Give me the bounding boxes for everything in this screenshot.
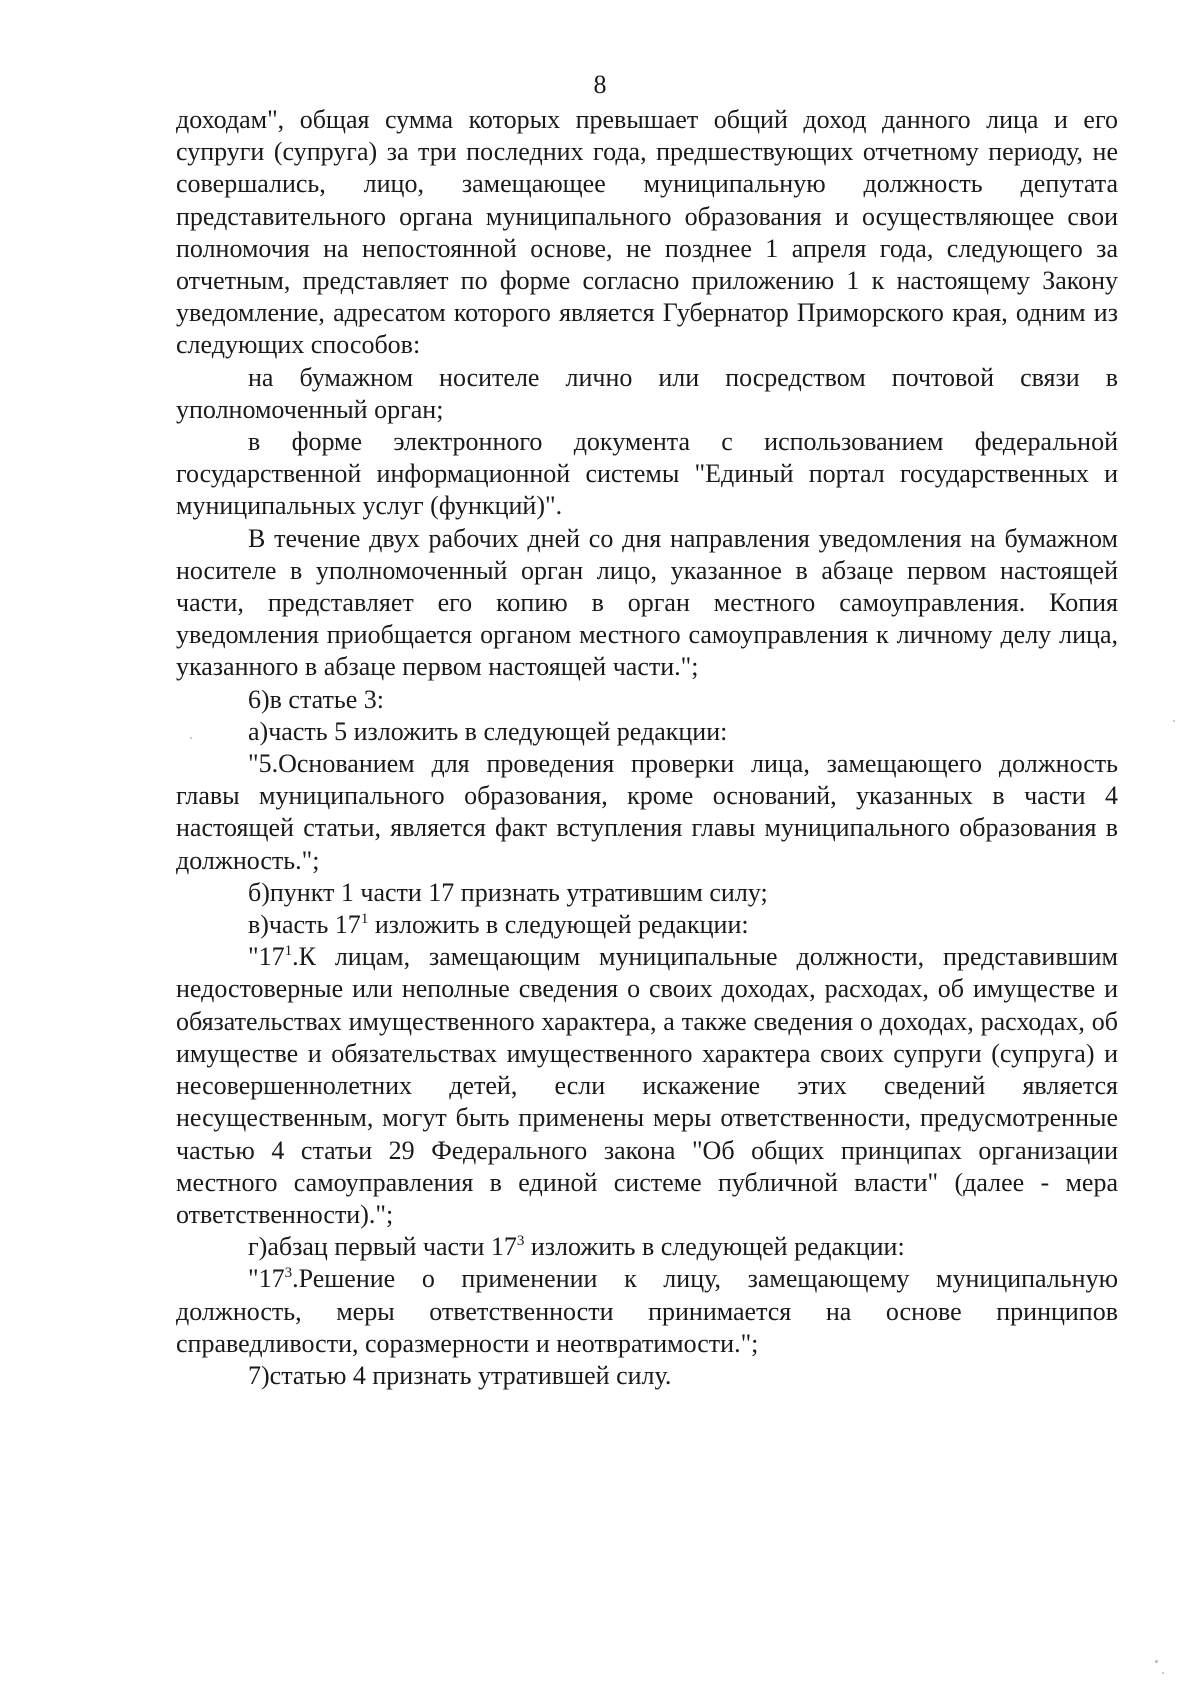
- paragraph-continuation: доходам", общая сумма которых превышает общий доход данного лица и его супруги (супруга) за три последних года, предшествующих отчетному периоду, не совершались, лицо, замещающее муниципальную должность депутата представительного органа муниципального образования и осуществляющее свои полномочия на непостоянной основе, не позднее 1 апреля года, следующего за отчетным, представляет по форме согласно приложению 1 к настоящему Закону уведомление, адресатом которого является Губернатор Приморского края, одним из следующих способов:: [176, 105, 1118, 360]
- quote-part-5: "5.Основанием для проведения проверки лица, замещающего должность главы муниципального образования, кроме оснований, указанных в части 4 настоящей статьи, является факт вступления главы муниципального образования в должность.";: [176, 749, 1118, 875]
- quote-17-1-text: .К лицам, замещающим муниципальные должности, представившим недостоверные или неполные сведения о своих доходах, расходах, об имуществе и обязательствах имущественного характера, а также сведения о доходах, расходах, об имуществе и обязательствах имущественного характера своих супруги (супруга) и несовершеннолетних детей, если искажение этих сведений является несущественным, могут быть применены меры ответственности, предусмотренные частью 4 статьи 29 Федерального закона "Об общих принципах организации местного самоуправления в единой системе публичной власти" (далее - мера ответственности).";: [176, 942, 1118, 1229]
- page-number: 8: [593, 70, 607, 99]
- item-6v-superscript: 1: [360, 911, 369, 928]
- item-6v-text-end: изложить в следующей редакции:: [368, 910, 749, 940]
- paragraph-electronic-option: в форме электронного документа с использованием федеральной государственной информационной системы "Единый портал государственных и муниципальных услуг (функций)".: [176, 427, 1118, 521]
- item-6g-superscript: 3: [516, 1233, 525, 1250]
- item-6: 6)в статье 3:: [248, 684, 385, 714]
- quote-17-1-superscript: 1: [284, 943, 293, 960]
- quote-part-17-1: [176, 941, 1118, 1231]
- item-6b: б)пункт 1 части 17 признать утратившим силу;: [248, 877, 768, 907]
- quote-17-3-number: "17: [248, 1264, 285, 1294]
- paragraph-copy-submission: В течение двух рабочих дней со дня направления уведомления на бумажном носителе в уполномоченный орган лицо, указанное в абзаце первом настоящей части, представляет его копию в орган местного самоуправления. Копия уведомления приобщается органом местного самоуправления к личному делу лица, указанного в абзаце первом настоящей части.";: [176, 523, 1118, 682]
- quote-17-1-number: "17: [248, 942, 285, 972]
- paragraph-paper-option: на бумажном носителе лично или посредством почтовой связи в уполномоченный орган;: [176, 362, 1118, 424]
- item-7: 7)статью 4 признать утратившей силу.: [248, 1360, 672, 1390]
- quote-part-17-3: [176, 1263, 1118, 1360]
- quote-17-3-text: .Решение о применении к лицу, замещающему муниципальную должность, меры ответственности принимается на основе принципов справедливости, соразмерности и неотвратимости.";: [176, 1264, 1118, 1358]
- item-6g: [176, 1231, 1118, 1263]
- scan-speck: [190, 737, 192, 739]
- item-6v-text: в)часть 17: [248, 910, 361, 940]
- scan-speck: [1155, 1660, 1158, 1663]
- item-6g-text-end: изложить в следующей редакции:: [524, 1232, 905, 1262]
- item-6a: а)часть 5 изложить в следующей редакции:: [248, 716, 728, 746]
- quote-17-3-superscript: 3: [284, 1265, 293, 1282]
- scan-speck: [1162, 1672, 1164, 1674]
- scan-speck: [1173, 720, 1175, 722]
- document-body: [176, 104, 1118, 1392]
- item-6v: [176, 909, 1118, 941]
- item-6g-text: г)абзац первый части 17: [248, 1232, 517, 1262]
